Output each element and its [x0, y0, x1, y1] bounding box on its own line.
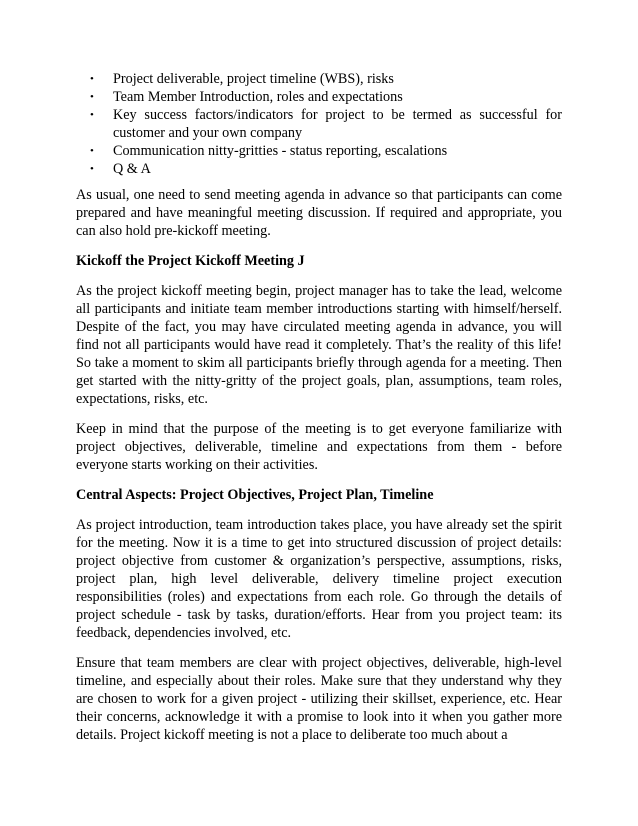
- bullet-text: Team Member Introduction, roles and expectations: [113, 89, 403, 105]
- bullet-text: Key success factors/indicators for project to be termed as successful for customer and your own company: [113, 107, 562, 141]
- bullet-icon: •: [90, 145, 94, 157]
- bullet-item: [76, 88, 562, 106]
- section-heading-central-aspects: Central Aspects: Project Objectives, Project Plan, Timeline: [76, 487, 434, 503]
- document-page: [76, 70, 562, 756]
- bullet-item: [76, 106, 562, 142]
- bullet-item: [76, 160, 562, 178]
- bullet-item: [76, 70, 562, 88]
- bullet-text: Communication nitty-gritties - status reporting, escalations: [113, 143, 448, 159]
- section-heading-kickoff: Kickoff the Project Kickoff Meeting J: [76, 253, 305, 269]
- bullet-text: Project deliverable, project timeline (WBS), risks: [113, 71, 394, 87]
- agenda-paragraph: As usual, one need to send meeting agenda in advance so that participants can come prepared and have meaningful meeting discussion. If required and appropriate, you can also hold pre-kickoff meeting.: [76, 187, 562, 239]
- agenda-bullet-list: [76, 70, 562, 178]
- bullet-icon: •: [90, 109, 94, 121]
- bullet-icon: •: [90, 73, 94, 85]
- ensure-paragraph: Ensure that team members are clear with project objectives, deliverable, high-level timeline, and especially about their roles. Make sure that they understand why they are chosen to work for a given project - utilizing their skillset, experience, etc. Hear their concerns, acknowledge it with a promise to look into it when you gather more details. Project kickoff meeting is not a place to deliberate too much about a: [76, 655, 562, 743]
- bullet-item: [76, 142, 562, 160]
- bullet-icon: •: [90, 163, 94, 175]
- introduction-paragraph: As project introduction, team introduction takes place, you have already set the spirit for the meeting. Now it is a time to get into structured discussion of project details: project objective from customer & organization’s perspective, assumptions, risks, project plan, high level deliverable, delivery timeline project execution responsibilities (roles) and expectations from each role. Go through the details of project schedule - task by tasks, duration/efforts. Hear from you project team: its feedback, dependencies involved, etc.: [76, 517, 562, 641]
- bullet-text: Q & A: [113, 161, 151, 177]
- bullet-icon: •: [90, 91, 94, 103]
- purpose-paragraph: Keep in mind that the purpose of the meeting is to get everyone familiarize with project objectives, deliverable, timeline and expectations from them - before everyone starts working on their activities.: [76, 421, 562, 473]
- kickoff-paragraph: As the project kickoff meeting begin, project manager has to take the lead, welcome all participants and initiate team member introductions starting with himself/herself. Despite of the fact, you may have circulated meeting agenda in advance, you will find not all participants would have read it completely. That’s the reality of this life! So take a moment to skim all participants briefly through agenda for a meeting. Then get started with the nitty-gritty of the project goals, plan, assumptions, team roles, expectations, risks, etc.: [76, 283, 562, 407]
